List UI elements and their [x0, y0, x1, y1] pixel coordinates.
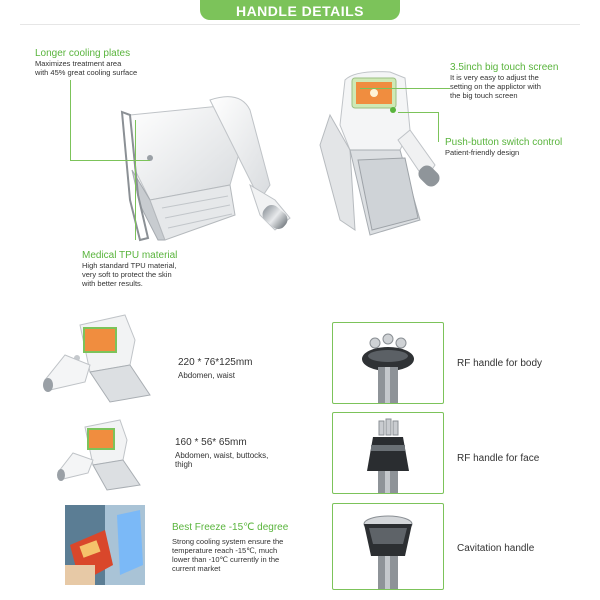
- cavitation-handle-card: [332, 503, 444, 590]
- rf-face-handle-image: [333, 413, 443, 493]
- feature-line: the big touch screen: [450, 91, 518, 100]
- handle-areas: Abdomen, waist, buttocks,: [175, 451, 269, 460]
- freeze-title: Best Freeze -15℃ degree: [172, 522, 289, 533]
- callout-line-cooling-h: [70, 160, 150, 161]
- top-divider: [20, 24, 580, 25]
- handle-areas: thigh: [175, 460, 193, 469]
- callout-line-button-v: [438, 112, 439, 142]
- callout-line-screen: [360, 88, 450, 89]
- feature-tpu-material: [82, 250, 242, 288]
- feature-push-button: [445, 137, 595, 157]
- small-handle-image: [55, 415, 155, 495]
- callout-line-tpu: [135, 120, 136, 240]
- freeze-line: lower than -10℃ currently in the: [172, 555, 280, 564]
- feature-line: Patient-friendly design: [445, 148, 520, 157]
- handle-dimensions: 220 * 76*125mm: [178, 357, 253, 368]
- rf-body-handle-label: RF handle for body: [457, 358, 543, 369]
- feature-line: Maximizes treatment area: [35, 59, 122, 68]
- handle-dimensions: 160 * 56* 65mm: [175, 437, 247, 448]
- freeze-thermometer-photo: [65, 505, 145, 585]
- freeze-feature: [172, 522, 332, 573]
- feature-title: Longer cooling plates: [35, 48, 131, 59]
- feature-touch-screen: [450, 62, 590, 100]
- feature-line: It is very easy to adjust the: [450, 73, 539, 82]
- large-handle-image: [40, 310, 160, 410]
- feature-line: setting on the applictor with: [450, 82, 541, 91]
- rf-face-handle-card: [332, 412, 444, 494]
- cavitation-handle-label: Cavitation handle: [457, 543, 535, 554]
- cooling-handle-image: [110, 90, 300, 250]
- feature-line: with better results.: [82, 279, 143, 288]
- callout-line-button: [398, 112, 438, 113]
- freeze-line: Strong cooling system ensure the: [172, 537, 284, 546]
- feature-line: High standard TPU material,: [82, 261, 177, 270]
- cavitation-handle-image: [333, 504, 443, 589]
- handle-spec-large: [178, 357, 318, 380]
- rf-body-handle-image: [333, 323, 443, 403]
- page-title: HANDLE DETAILS: [200, 0, 400, 20]
- freeze-line: temperature reach -15℃, much: [172, 546, 278, 555]
- feature-title: Push-button switch control: [445, 137, 563, 148]
- freeze-line: current market: [172, 564, 221, 573]
- feature-title: Medical TPU material: [82, 250, 178, 261]
- handle-spec-small: [175, 437, 315, 469]
- rf-body-handle-card: [332, 322, 444, 404]
- feature-line: with 45% great cooling surface: [35, 68, 138, 77]
- feature-title: 3.5inch big touch screen: [450, 62, 559, 73]
- touch-screen-handle-image: [310, 70, 460, 240]
- callout-line-cooling: [70, 80, 71, 160]
- feature-line: very soft to protect the skin: [82, 270, 172, 279]
- feature-cooling-plates: [35, 48, 205, 77]
- handle-areas: Abdomen, waist: [178, 371, 235, 380]
- rf-face-handle-label: RF handle for face: [457, 453, 540, 464]
